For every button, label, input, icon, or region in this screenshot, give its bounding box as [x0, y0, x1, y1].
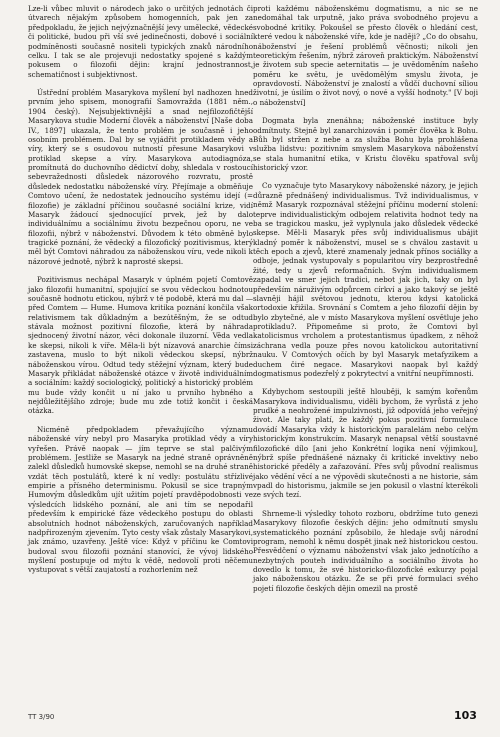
right-text-column — [253, 4, 478, 593]
left-text-column — [28, 4, 253, 575]
page-number: 103 — [454, 709, 477, 722]
paragraph: Co vyznačuje tyto Masarykovy náboženské názory, je jejich důrazně přednášený individualismus. Tvž individualismus, v němž Masaryk rozpoznával stěžejní příčinu moderní stolení: teprve individualistickým odbojem relativita hodnot tedy na ba se tragickou masku, jež vyplynula jako důsledek vědecké skepse. Měl-li Masaryk přes svůj individualismus ubájit kladný poměr k náboženství, musel se s chválou zastavit u těch epoch a zjevů, které znamenaly jednak přínos sociálky a odboje, jednak vystupovaly s popularitou víry bezprostředně žité, tedy u zjevů reformačních. Svým individualismem zapadal ve smer jejich tradici, nebot jak jich, taky on byl především náruživým odpůrcem církví a jako takový se ještě slavněji hájil světovou jednotu, kterou kdysi katolická ortodoxie křižila. Srovnání s Comtem a jeho filozofií dějin by bylo zbytečné, ale v místo Masarykova myšlení osvětluje jeho protikladu?. Připomeňme si proto, že Comtovi byl katolicismus vrcholem a protestantismus úpadkem, z něhož záchrana vedla pouze přes novou katolickou autoritativní nauku. V Comtových očích by byl Masaryk metafyzikem a duchem čiré negace. Masarykovi naopak byl každý dogmatismus podezřelý z pokrytectví a vnitřní neupřímnosti. — [253, 181, 478, 378]
paragraph: proti každému náboženskému dogmatismu, a nic se ne nedomáhal tak urputně, jako práva svobodného projevu a svobodné kritiky. Pokoušel se přesto člověk o hledání cest, které vedou k náboženské víře, kde je naději? „Co do obsahu, náboženství je řešení problémů věčnosti; nikoli jen teoretickým řešením, nýbrž zároveň praktickým. Náboženství je životem sub specie aeternitatis — je uvědoměním našeho poměru ke světu, je uvědomělým smyslu života, je opravdovostí. Náboženství je znalostí a vůdčí duchovní síliou životní, je úsilím o život nový, o nové a vyšší hodnoty." [V boji o náboženství] — [253, 4, 478, 107]
paragraph: Ústřední problém Masarykova myšlení byl nadhozen hned prvním jeho spisem, monografií Samovražda (1881 něm., 1904 český). Nejsubjektivnější a snad nejfilozofičtější Masarykova studie Moderní člověk a náboženství [Naše doba IV., 1897] ukazala, že tento problém je současně i jeho osobním problémem. Dal by se vyjádřit protikladem vědy a víry, který se s osudovou nutností přesune Masarykovi v protiklad skepse a víry. Masarykova autodiagnóza, promítnutá do duchovního dědictví doby, shledala v rostoucí sebevražednosti důsledek názorového rozvratu, prostě důsledek nedostatku náboženské víry. Přejímaje a obměňuje Comtovo učení, že nedostatek jednoucího systému idejí (= filozofie) je základní příčinou současné sociální krize, vidí Masaryk žádoucí sjednocující prvek, jež by dalo individuálnímu a sociálnímu životu bezpečnou oporu, ne ve filozofii, nýbrž v náboženství. Důvodem k této obměně bylo tragické poznání, že vědecký a filozofický pozitivismus, který měl být Comtovi náhradou za náboženskou víru, vede nikoli k názorové jednotě, nýbrž k naprosté skepsi. — [28, 88, 253, 266]
paragraph: Dogmata byla znenáhna; náboženské instituce byly odmítnuty. Stejně byl zanarchizován i poměr člověka k Bohu. Bůh byl stržen z nebe a za služba Bohu byla prohlášena služba lidstvu: pozitivním smyslem Masarykova náboženství se stala humanitní etika, v Kristu člověku spatřoval svůj historický vzor. — [253, 116, 478, 172]
paragraph: Nicméně předpokladem převažujícího významu náboženské víry nebyl pro Masaryka protiklad vědy a víry vyřešen. Právě naopak — jím teprve se stal palčivým problémem. Jestliže se Masaryk na jedné straně oprávněně zalekl důsledků humovské skepse, nemohl se na druhé straně vzdát těch postulátů, které k ní vedly: postulátu střízlivé empirie a přísného determinismu. Pokusil se sice trapným Humovým důsledkům ujít užitím pojetí pravděpodobnosti ve výsledcích lidského poznání, ale ani tím se nepodařil především k empirické fáze vědeckého postupu do oblasti absolutních hodnot náboženských, zaručovaných například nadpřirozeným zjevením. Tyto cesty však zůstaly Masarykovi, jak známo, uzavřeny. Ještě více: Když v příčinu ke Comtovi budoval svou filozofii poznání stanovící, že vývoj lidského myšlení postupuje od mýtu k vědě, nedovolí proti něčemu vystupovat s větší zaujatostí a rozhorlením než — [28, 424, 253, 575]
issue-label: TT 3/90 — [28, 713, 55, 721]
paragraph: Shrneme-li výsledky tohoto rozboru, obdržíme tuto genezi Masarykovy filozofie českých dějin: jeho odmítnutí smyslu systematického poznání způsobilo, že hledaje svůj národní program, nemohl k němu dospět jinak než historickou cestou. Přesvědčení o významu náboženství však jako jednotícího a nezbytných pouteh individuálního a sociálního života ho dovedlo k tomu, že své historicko-filozofické exkurzy pojal jako náboženskou otázku. Že se při prvé formulaci svého pojetí filozofie českých dějin omezil na prostě — [253, 508, 478, 593]
paragraph: Kdybychom sestoupili ještě hlouběji, k samým kořenům Masarykova individualismu, viděli bychom, že vyrůstá z jeho prudké a neohrožené impulzivnosti, již odpovídá jeho veřejný život. Ale taky platí, že každý pokus pozitivní formulace dovádí Masaryka vždy k historickým paralelám nebo celým historickým konstrukcím. Masaryk nenapsal větší soustavné filozofické dílo [ani jeho Konkrétní logika není výjimkou], nýbrž spíše přednášené náznaky či kritické invektivy nebo historické předěly a zařazování. Přes svůj původní realismus jako vědění věcí a ne výpovědi skutečnosti a ne historie, sám vpadl do historismu, jakmile se jen pokusil o vlastní kterékoli ze svých tezí. — [253, 387, 478, 500]
paragraph: Pozitivismus nechápal Masaryk v úplném pojetí Comtově jako filozofii humanitní, spojující se svou vědeckou hodnotou současně hodnotu etickou, nýbrž v té podobě, která mu dal — před Comtem — Hume. Humova kritika poznání končila však relativismem tak důkladným a bezútěšným, že se odtud stávala možnost pozitivní filozofie, která by náhrada sjednocený životní názor, věci dokonale iluzorní. Věda vedla ke skepsi, nikoli k víře. Měla-li být nízavová anarchie čímsi zastavena, muslo to být nikoli vědeckou skepsí, nýbrž náboženskou vírou. Odtud tedy stěžejní význam, který bude Masaryk přikládat náboženské otázce v životě individuálním a sociálním: každý sociologický, politický a historický problém mu bude vždy končit u ní jako u prvního hybného a nejdůležitějšího zdroje; bude mu zde totiž končit i česká otázka. — [28, 275, 253, 416]
paragraph: Lze-li vůbec mluvit o národech jako o určitých jednotách či útvarech nějakým způsobem homogenních, pak jen za předpokladu, že jejich nejvýznačnější jevy umělecké, vědecké či politické, budou při vší své jedinečnosti, dobové i sociální podmíněnosti současně nositeli typických znaků národního celku. I tak se ale projevuji nedostatky spojené s každým pokusem o filozofii dějin: krajní jednostrannost, schematičnost i subjektivnost. — [28, 4, 253, 79]
